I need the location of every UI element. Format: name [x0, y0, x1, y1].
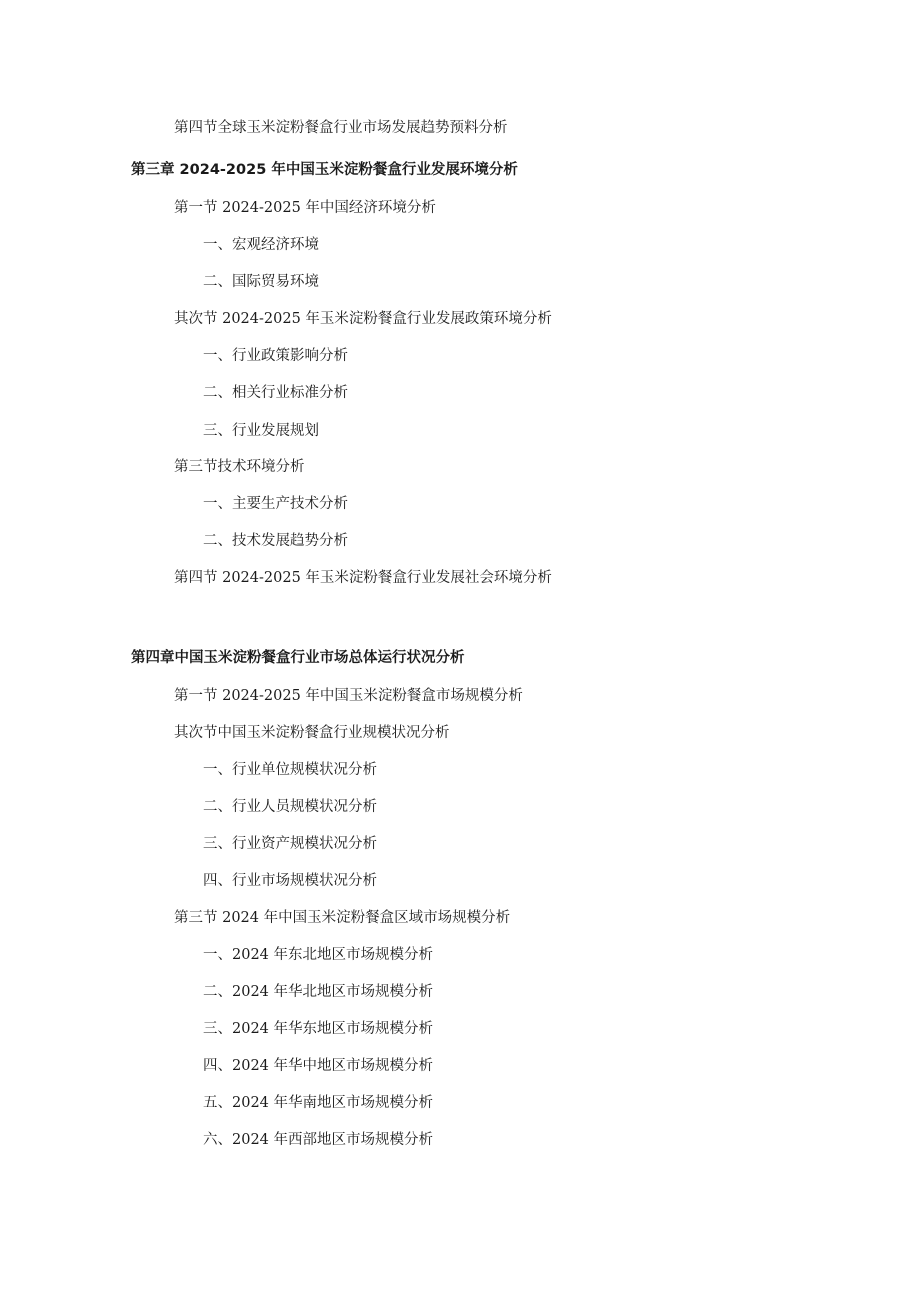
toc-item-entry: 一、行业政策影响分析 — [203, 348, 348, 364]
toc-item-entry: 三、行业资产规模状况分析 — [203, 836, 377, 852]
toc-section-entry: 第一节 2024-2025 年中国经济环境分析 — [174, 200, 436, 216]
toc-item-entry: 一、2024 年东北地区市场规模分析 — [203, 947, 434, 963]
toc-chapter-heading: 第四章中国玉米淀粉餐盒行业市场总体运行状况分析 — [131, 650, 465, 666]
toc-item-entry: 一、行业单位规模状况分析 — [203, 762, 377, 778]
toc-item-entry: 二、2024 年华北地区市场规模分析 — [203, 984, 434, 1000]
toc-item-entry: 三、2024 年华东地区市场规模分析 — [203, 1021, 434, 1037]
toc-item-entry: 四、行业市场规模状况分析 — [203, 873, 377, 889]
toc-section-entry: 其次节中国玉米淀粉餐盒行业规模状况分析 — [174, 725, 450, 741]
toc-item-entry: 六、2024 年西部地区市场规模分析 — [203, 1132, 434, 1148]
toc-section-entry: 第三节 2024 年中国玉米淀粉餐盒区域市场规模分析 — [174, 910, 511, 926]
toc-item-entry: 二、相关行业标准分析 — [203, 385, 348, 401]
toc-item-entry: 二、国际贸易环境 — [203, 274, 319, 290]
toc-section-entry: 其次节 2024-2025 年玉米淀粉餐盒行业发展政策环境分析 — [174, 311, 552, 327]
toc-item-entry: 一、主要生产技术分析 — [203, 496, 348, 512]
toc-item-entry: 五、2024 年华南地区市场规模分析 — [203, 1095, 434, 1111]
toc-section-entry: 第四节 2024-2025 年玉米淀粉餐盒行业发展社会环境分析 — [174, 570, 552, 586]
toc-item-entry: 三、行业发展规划 — [203, 423, 319, 439]
toc-item-entry: 二、技术发展趋势分析 — [203, 533, 348, 549]
toc-item-entry: 二、行业人员规模状况分析 — [203, 799, 377, 815]
toc-section-entry: 第一节 2024-2025 年中国玉米淀粉餐盒市场规模分析 — [174, 688, 523, 704]
toc-item-entry: 四、2024 年华中地区市场规模分析 — [203, 1058, 434, 1074]
toc-section-entry: 第四节全球玉米淀粉餐盒行业市场发展趋势预料分析 — [174, 120, 508, 136]
toc-chapter-heading: 第三章 2024-2025 年中国玉米淀粉餐盒行业发展环境分析 — [131, 162, 518, 178]
toc-item-entry: 一、宏观经济环境 — [203, 237, 319, 253]
toc-section-entry: 第三节技术环境分析 — [174, 459, 305, 475]
